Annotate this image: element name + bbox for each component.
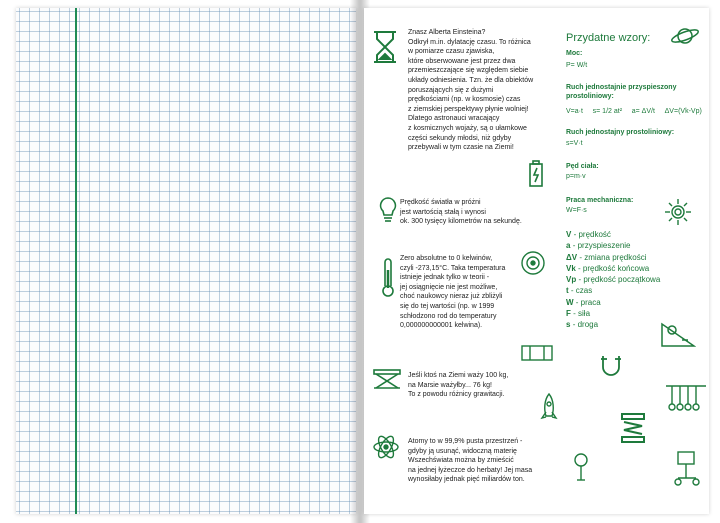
legend-desc: - prędkość [573, 230, 611, 239]
newton-cradle-icon [664, 384, 708, 412]
symbol-legend [566, 229, 660, 331]
fact-mars-text: Jeśli ktoś na Ziemi waży 100 kg, na Marsie ważyłby... 76 kg! To z powodu różnicy grawitacji. [408, 372, 509, 399]
legend-symbol: F [566, 309, 571, 319]
legend-symbol: Vp [566, 275, 577, 285]
legend-row [566, 274, 660, 285]
momentum-formula: p=m·v [566, 173, 586, 180]
margin-line [75, 8, 77, 514]
legend-symbol: W [566, 297, 574, 307]
formulas-title: Przydatne wzory: [566, 32, 651, 44]
fact-atom-text: Atomy to w 99,9% pusta przestrzeń - gdyby ją usunąć, widoczną materię Wszechświata można by zmieścić na jednej łyżeczce do herbaty! Jej masa wynosiłaby jednak pięć miliardów ton. [408, 438, 533, 484]
legend-desc: - droga [572, 320, 599, 330]
legend-row [566, 285, 660, 296]
legend-symbol: t [566, 286, 569, 296]
work-label: Praca mechaniczna: [566, 197, 634, 204]
momentum-label: Pęd ciała: [566, 163, 599, 170]
scale-icon [372, 368, 402, 390]
legend-row [566, 229, 660, 240]
legend-desc: - przyspieszenie [572, 241, 631, 251]
legend-desc: - siła [573, 309, 591, 319]
battery-icon [528, 160, 544, 188]
legend-desc: - praca [575, 297, 601, 307]
rocket-icon [540, 392, 558, 422]
legend-row [566, 308, 660, 319]
sun-icon [664, 198, 692, 226]
incline-icon [660, 318, 696, 348]
hourglass-icon [372, 30, 398, 64]
work-formula: W=F·s [566, 207, 587, 214]
grid-page [16, 8, 356, 514]
power-formula: P= W/t [566, 62, 588, 69]
uniform-formula: s=V·t [566, 140, 583, 147]
power-label: Moc: [566, 50, 583, 57]
legend-row [566, 319, 660, 330]
legend-row [566, 297, 660, 308]
accel-label: Ruch jednostajnie przyspieszony prostoliniowy: [566, 84, 677, 100]
legend-desc: - prędkość końcowa [578, 263, 650, 273]
pendulum-icon [572, 452, 590, 482]
accel-formula: V=a·t s= 1/2 at² a= ΔV/t ΔV=(Vk-Vp) [566, 108, 702, 115]
legend-symbol: s [566, 320, 571, 330]
magnet-icon [600, 354, 622, 378]
legend-desc: - zmiana prędkości [579, 252, 647, 262]
legend-desc: - czas [570, 286, 593, 296]
orbit-icon [520, 250, 546, 276]
lightbulb-icon [378, 196, 398, 224]
legend-symbol: a [566, 241, 571, 251]
legend-symbol: ΔV [566, 252, 578, 262]
legend-row [566, 240, 660, 251]
fact-zero-text: Zero absolutne to 0 kelwinów, czyli -273,15°C. Taka temperatura istnieje jednak tylko w teorii - jej osiągnięcie nie jest możliwe, choć naukowcy nieraz już zbliżyli się do tej wartości (np. w 1999 schłodzono rod do temperatury 0,000000000001 kelwina). [400, 255, 506, 330]
atom-icon [372, 432, 400, 462]
fact-einstein-text: Znasz Alberta Einsteina? Odkrył m.in. dylatację czasu. To różnica w pomiarze czasu zjawiska, które obserwowane jest przez dwa przemieszczające się względem siebie układy odniesienia. Tzn. że dla obiektów poruszających się z dużymi prędkościami (np. w kosmosie) czas z ziemskiej perspektywy płynie wolniej! Dlatego astronauci wracający z kosmicznych wojaży, są o ułamkowe części sekundy młodsi, niż gdyby przebywali w tym czasie na Ziemi! [408, 29, 534, 152]
fact-light-text: Prędkość światła w próżni jest wartością stałą i wynosi ok. 300 tysięcy kilometrów na sekundę. [400, 199, 522, 226]
planet-icon [670, 24, 700, 48]
circuit-board-icon [672, 448, 702, 488]
legend-symbol: Vk [566, 263, 576, 273]
thermometer-icon [381, 258, 395, 298]
legend-symbol: V [566, 230, 572, 239]
legend-row [566, 252, 660, 263]
spring-icon [620, 412, 646, 444]
legend-row [566, 263, 660, 274]
legend-desc: - prędkość początkowa [578, 275, 661, 285]
circuit-icon [520, 344, 554, 362]
uniform-label: Ruch jednostajny prostoliniowy: [566, 129, 675, 136]
